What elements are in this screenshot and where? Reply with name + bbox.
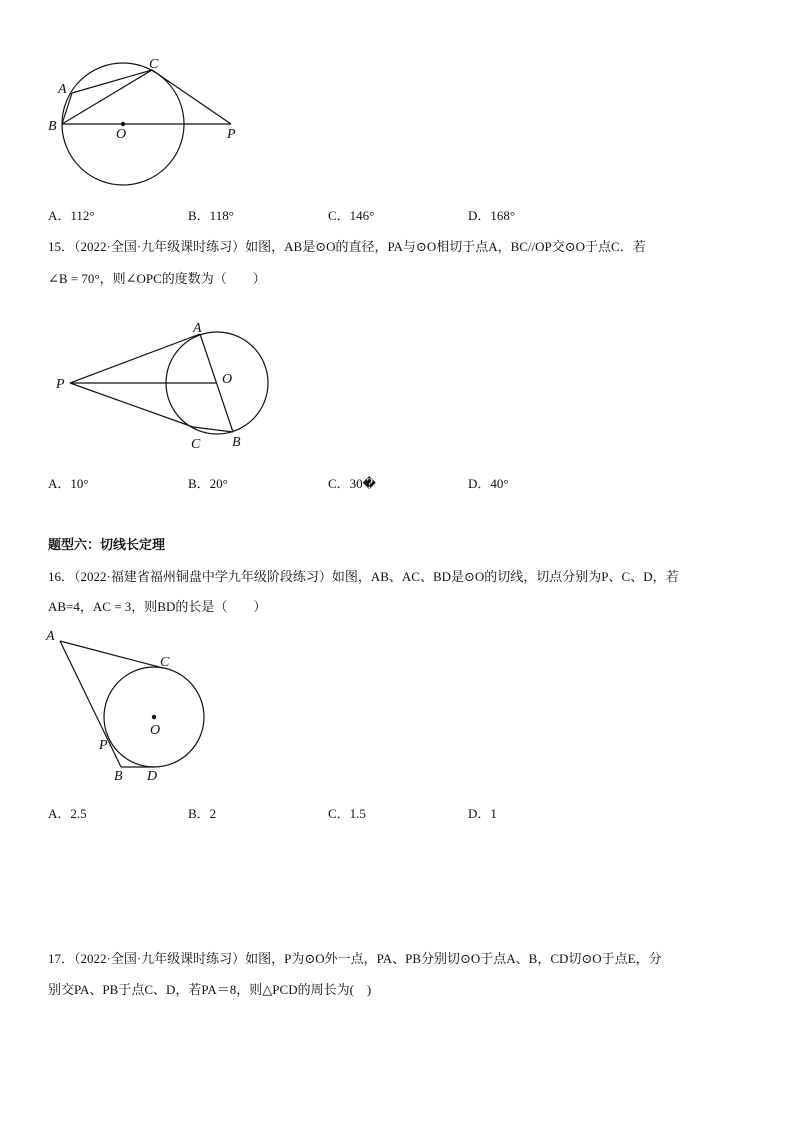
label-d: D xyxy=(147,769,158,784)
label-a: A xyxy=(46,629,55,644)
label-p: P xyxy=(227,127,236,142)
label-p: P xyxy=(56,377,65,392)
q14-option-b[interactable]: B．118° xyxy=(188,208,234,223)
q16-option-b[interactable]: B．2 xyxy=(188,806,217,821)
q15-text-line2: ∠B = 70°，则∠OPC的度数为（ ） xyxy=(48,271,266,286)
label-o: O xyxy=(222,372,233,387)
q15-option-d[interactable]: D．40° xyxy=(468,476,509,491)
label-b: B xyxy=(48,119,57,134)
q16-option-a[interactable]: A．2.5 xyxy=(48,806,87,821)
q17-text-line2: 别交PA、PB于点C、D，若PA＝8，则△PCD的周长为( ) xyxy=(48,982,372,997)
q16-options xyxy=(48,803,748,823)
label-b: B xyxy=(232,435,241,450)
q15-option-a[interactable]: A．10° xyxy=(48,476,89,491)
label-o: O xyxy=(150,723,161,738)
label-a: A xyxy=(193,321,202,336)
q14-option-a[interactable]: A．112° xyxy=(48,208,95,223)
q16-text-line2: AB=4，AC = 3，则BD的长是（ ） xyxy=(48,599,267,614)
label-a: A xyxy=(58,82,67,97)
section-heading: 题型六：切线长定理 xyxy=(48,538,166,553)
segment-ab xyxy=(60,641,121,767)
q16-option-d[interactable]: D．1 xyxy=(468,806,497,821)
label-c: C xyxy=(149,57,159,72)
q15-option-b[interactable]: B．20° xyxy=(188,476,228,491)
q14-option-c[interactable]: C．146° xyxy=(328,208,375,223)
q14-option-d[interactable]: D．168° xyxy=(468,208,516,223)
segment-ac xyxy=(60,641,163,668)
label-o: O xyxy=(116,127,127,142)
q17-text-line1: 17．（2022·全国·九年级课时练习）如图，P为⊙O外一点，PA、PB分别切⊙O于点A、B，CD切⊙O于点E，分 xyxy=(48,951,662,966)
label-p: P xyxy=(99,738,108,753)
label-c: C xyxy=(160,655,170,670)
q15-text-line1: 15．（2022·全国·九年级课时练习）如图，AB是⊙O的直径，PA与⊙O相切于点A，BC//OP交⊙O于点C．若 xyxy=(48,239,646,254)
label-b: B xyxy=(114,769,123,784)
q16-text-line1: 16．（2022·福建省福州铜盘中学九年级阶段练习）如图，AB、AC、BD是⊙O的切线，切点分别为P、C、D，若 xyxy=(48,569,679,584)
center-dot xyxy=(152,715,156,719)
q16-option-c[interactable]: C．1.5 xyxy=(328,806,366,821)
label-c: C xyxy=(191,437,201,452)
q15-option-c[interactable]: C．30� xyxy=(328,476,377,491)
